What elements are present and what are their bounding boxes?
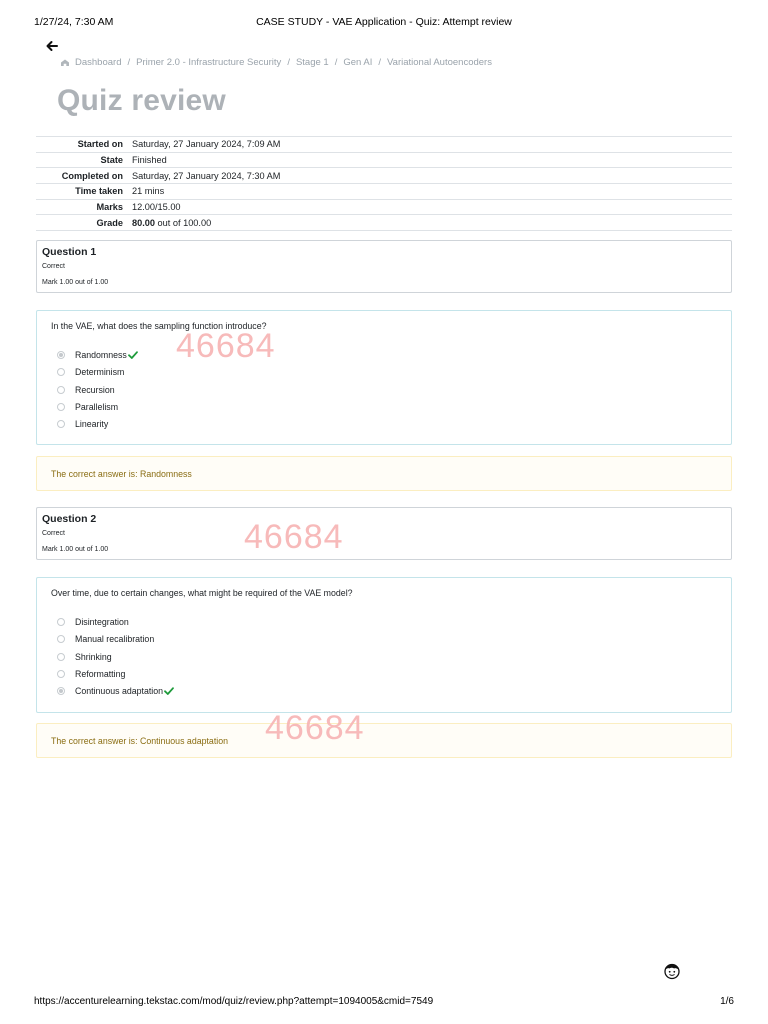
option-label: Manual recalibration: [75, 634, 155, 644]
radio-button[interactable]: [57, 403, 65, 411]
option-label: Shrinking: [75, 652, 112, 662]
breadcrumb-course[interactable]: Primer 2.0 - Infrastructure Security: [136, 56, 282, 68]
question-mark: Mark 1.00 out of 1.00: [42, 279, 109, 286]
radio-button-selected[interactable]: [57, 351, 65, 359]
breadcrumb-section[interactable]: Gen AI: [343, 56, 373, 68]
breadcrumb-dashboard[interactable]: Dashboard: [75, 56, 122, 68]
question-state: Correct: [42, 530, 65, 537]
radio-button[interactable]: [57, 386, 65, 394]
watermark: 46684: [244, 518, 344, 556]
summary-value: 12.00/15.00: [132, 202, 181, 213]
watermark: 46684: [176, 327, 276, 365]
summary-row-grade: [36, 215, 732, 231]
feedback-text: The correct answer is: Continuous adaptation: [51, 736, 229, 746]
home-icon[interactable]: [60, 58, 70, 67]
grade-out-of: out of 100.00: [155, 217, 212, 228]
summary-value: Finished: [132, 155, 167, 166]
answer-option-determinism[interactable]: [57, 366, 124, 378]
question-info-1: [36, 240, 732, 293]
question-text: Over time, due to certain changes, what might be required of the VAE model?: [51, 588, 353, 598]
option-label: Determinism: [75, 367, 125, 377]
question-content-1: [36, 310, 732, 445]
radio-button-selected[interactable]: [57, 687, 65, 695]
watermark: 46684: [265, 709, 365, 747]
question-title: Question 2: [42, 513, 97, 525]
option-label: Disintegration: [75, 617, 129, 627]
breadcrumb-separator: /: [287, 56, 290, 68]
radio-button[interactable]: [57, 653, 65, 661]
option-label: Parallelism: [75, 402, 119, 412]
option-label: Linearity: [75, 419, 109, 429]
page-title: Quiz review: [57, 84, 226, 117]
check-icon: [164, 687, 174, 695]
question-text: In the VAE, what does the sampling function introduce?: [51, 321, 267, 331]
radio-button[interactable]: [57, 635, 65, 643]
answer-option-linearity[interactable]: [57, 418, 108, 430]
summary-row-completed-on: [36, 168, 732, 184]
summary-label: Grade: [96, 217, 123, 228]
summary-label: Marks: [96, 202, 123, 213]
summary-label: Completed on: [61, 170, 123, 181]
breadcrumb-stage[interactable]: Stage 1: [295, 56, 329, 68]
summary-value: 21 mins: [132, 186, 165, 197]
option-label: Continuous adaptation: [75, 686, 164, 696]
summary-row-marks: [36, 199, 732, 215]
option-label: Recursion: [75, 385, 115, 395]
answer-option-disintegration[interactable]: [57, 616, 129, 628]
correct-answer-feedback-1: [36, 456, 732, 491]
question-state: Correct: [42, 263, 65, 270]
summary-value: Saturday, 27 January 2024, 7:30 AM: [132, 170, 281, 181]
summary-value: Saturday, 27 January 2024, 7:09 AM: [132, 139, 281, 150]
breadcrumb-separator: /: [127, 56, 131, 68]
answer-option-manual-recalibration[interactable]: [57, 633, 154, 645]
breadcrumb-separator: /: [334, 56, 338, 68]
print-footer: [34, 996, 734, 1010]
feedback-text: The correct answer is: Randomness: [51, 469, 192, 479]
answer-option-reformatting[interactable]: [57, 668, 125, 680]
answer-option-shrinking[interactable]: [57, 651, 112, 663]
option-label: Randomness: [75, 350, 127, 360]
answer-option-recursion[interactable]: [57, 384, 115, 396]
option-label: Reformatting: [75, 669, 126, 679]
print-datetime: 1/27/24, 7:30 AM: [34, 16, 114, 28]
summary-row-started-on: [36, 137, 732, 153]
question-info-2: [36, 507, 732, 560]
summary-row-state: [36, 152, 732, 168]
answer-option-parallelism[interactable]: [57, 401, 118, 413]
breadcrumb-activity[interactable]: Variational Autoencoders: [387, 56, 492, 68]
summary-value: [132, 215, 732, 231]
correct-answer-feedback-2: [36, 723, 732, 758]
summary-row-time-taken: [36, 184, 732, 200]
user-avatar-icon[interactable]: [663, 962, 681, 980]
question-content-2: [36, 577, 732, 713]
attempt-summary-table: [36, 136, 732, 231]
summary-label: State: [100, 155, 123, 166]
print-header: [34, 16, 734, 30]
back-arrow-icon[interactable]: [44, 38, 60, 54]
summary-label: Started on: [77, 139, 123, 150]
breadcrumb-separator: /: [378, 56, 382, 68]
breadcrumb: [60, 56, 492, 68]
print-page-number: 1/6: [720, 996, 734, 1007]
question-mark: Mark 1.00 out of 1.00: [42, 546, 109, 553]
answer-option-randomness[interactable]: [57, 349, 138, 361]
radio-button[interactable]: [57, 670, 65, 678]
question-title: Question 1: [42, 246, 97, 258]
radio-button[interactable]: [57, 618, 65, 626]
radio-button[interactable]: [57, 420, 65, 428]
grade-score: 80.00: [132, 217, 155, 228]
print-url: https://accenturelearning.tekstac.com/mod/quiz/review.php?attempt=1094005&cmid=7549: [34, 996, 434, 1007]
print-document-title: CASE STUDY - VAE Application - Quiz: Attempt review: [256, 16, 512, 28]
check-icon: [128, 351, 138, 359]
summary-label: Time taken: [75, 186, 123, 197]
radio-button[interactable]: [57, 368, 65, 376]
answer-option-continuous-adaptation[interactable]: [57, 685, 174, 697]
